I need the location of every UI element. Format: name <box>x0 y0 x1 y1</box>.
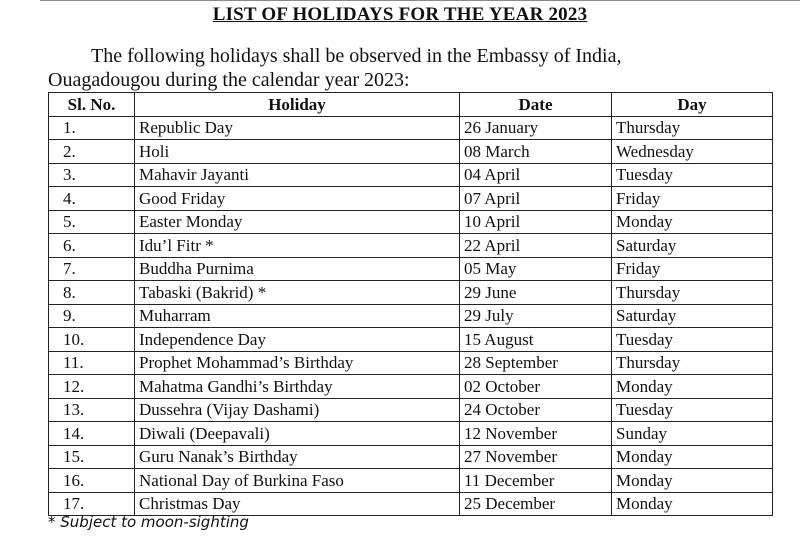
intro-line-1: The following holidays shall be observed in the Embassy of India, <box>91 45 622 67</box>
cell-sl-no: 3. <box>49 163 135 187</box>
intro-line-2: Ouagadougou during the calendar year 2023: <box>48 69 410 91</box>
cell-day: Saturday <box>612 234 773 258</box>
cell-day: Tuesday <box>612 163 773 187</box>
cell-sl-no: 6. <box>49 234 135 258</box>
table-row <box>49 375 773 399</box>
cell-date: 29 July <box>460 304 612 328</box>
footnote: * Subject to moon-sighting <box>48 513 249 531</box>
cell-day: Wednesday <box>612 140 773 164</box>
cell-sl-no: 1. <box>49 116 135 140</box>
cell-date: 12 November <box>460 422 612 446</box>
cell-sl-no: 17. <box>49 492 135 516</box>
cell-day: Monday <box>612 210 773 234</box>
cell-day: Monday <box>612 492 773 516</box>
cell-date: 24 October <box>460 398 612 422</box>
table-row <box>49 304 773 328</box>
table-row <box>49 187 773 211</box>
cell-date: 28 September <box>460 351 612 375</box>
cell-date: 27 November <box>460 445 612 469</box>
cell-sl-no: 12. <box>49 375 135 399</box>
cell-date: 02 October <box>460 375 612 399</box>
header-day: Day <box>612 93 773 117</box>
table-row <box>49 210 773 234</box>
header-sl-no: Sl. No. <box>49 93 135 117</box>
cell-holiday: Mahavir Jayanti <box>135 163 460 187</box>
intro-paragraph <box>48 44 788 92</box>
cell-holiday: Guru Nanak’s Birthday <box>135 445 460 469</box>
cell-holiday: Muharram <box>135 304 460 328</box>
table-row <box>49 469 773 493</box>
holiday-table-body <box>49 116 773 516</box>
table-row <box>49 281 773 305</box>
table-row <box>49 234 773 258</box>
cell-holiday: Independence Day <box>135 328 460 352</box>
table-row <box>49 116 773 140</box>
table-row <box>49 328 773 352</box>
cell-sl-no: 14. <box>49 422 135 446</box>
cell-date: 07 April <box>460 187 612 211</box>
cell-holiday: Good Friday <box>135 187 460 211</box>
cell-sl-no: 7. <box>49 257 135 281</box>
cell-date: 11 December <box>460 469 612 493</box>
table-row <box>49 140 773 164</box>
cell-day: Thursday <box>612 281 773 305</box>
cell-day: Monday <box>612 469 773 493</box>
cell-day: Sunday <box>612 422 773 446</box>
cell-date: 04 April <box>460 163 612 187</box>
cell-holiday: Easter Monday <box>135 210 460 234</box>
top-divider <box>40 0 800 1</box>
cell-sl-no: 4. <box>49 187 135 211</box>
table-header-row <box>49 93 773 117</box>
cell-sl-no: 2. <box>49 140 135 164</box>
cell-date: 25 December <box>460 492 612 516</box>
table-row <box>49 445 773 469</box>
cell-sl-no: 16. <box>49 469 135 493</box>
document-title: LIST OF HOLIDAYS FOR THE YEAR 2023 <box>212 4 588 25</box>
table-row <box>49 422 773 446</box>
cell-sl-no: 5. <box>49 210 135 234</box>
cell-holiday: Holi <box>135 140 460 164</box>
cell-sl-no: 15. <box>49 445 135 469</box>
cell-day: Monday <box>612 375 773 399</box>
table-row <box>49 163 773 187</box>
cell-date: 26 January <box>460 116 612 140</box>
cell-sl-no: 11. <box>49 351 135 375</box>
cell-sl-no: 9. <box>49 304 135 328</box>
cell-date: 10 April <box>460 210 612 234</box>
cell-date: 22 April <box>460 234 612 258</box>
table-row <box>49 492 773 516</box>
cell-day: Friday <box>612 187 773 211</box>
cell-day: Monday <box>612 445 773 469</box>
cell-day: Thursday <box>612 351 773 375</box>
cell-sl-no: 13. <box>49 398 135 422</box>
cell-day: Saturday <box>612 304 773 328</box>
cell-date: 15 August <box>460 328 612 352</box>
cell-day: Thursday <box>612 116 773 140</box>
cell-day: Tuesday <box>612 398 773 422</box>
cell-holiday: Idu’l Fitr * <box>135 234 460 258</box>
cell-date: 05 May <box>460 257 612 281</box>
table-row <box>49 398 773 422</box>
cell-day: Friday <box>612 257 773 281</box>
cell-date: 29 June <box>460 281 612 305</box>
cell-day: Tuesday <box>612 328 773 352</box>
cell-holiday: Dussehra (Vijay Dashami) <box>135 398 460 422</box>
cell-sl-no: 8. <box>49 281 135 305</box>
cell-sl-no: 10. <box>49 328 135 352</box>
cell-holiday: Mahatma Gandhi’s Birthday <box>135 375 460 399</box>
table-row <box>49 351 773 375</box>
cell-date: 08 March <box>460 140 612 164</box>
holiday-table <box>48 92 773 516</box>
cell-holiday: Christmas Day <box>135 492 460 516</box>
cell-holiday: Tabaski (Bakrid) * <box>135 281 460 305</box>
cell-holiday: National Day of Burkina Faso <box>135 469 460 493</box>
cell-holiday: Republic Day <box>135 116 460 140</box>
header-date: Date <box>460 93 612 117</box>
cell-holiday: Diwali (Deepavali) <box>135 422 460 446</box>
cell-holiday: Prophet Mohammad’s Birthday <box>135 351 460 375</box>
table-row <box>49 257 773 281</box>
header-holiday: Holiday <box>135 93 460 117</box>
cell-holiday: Buddha Purnima <box>135 257 460 281</box>
